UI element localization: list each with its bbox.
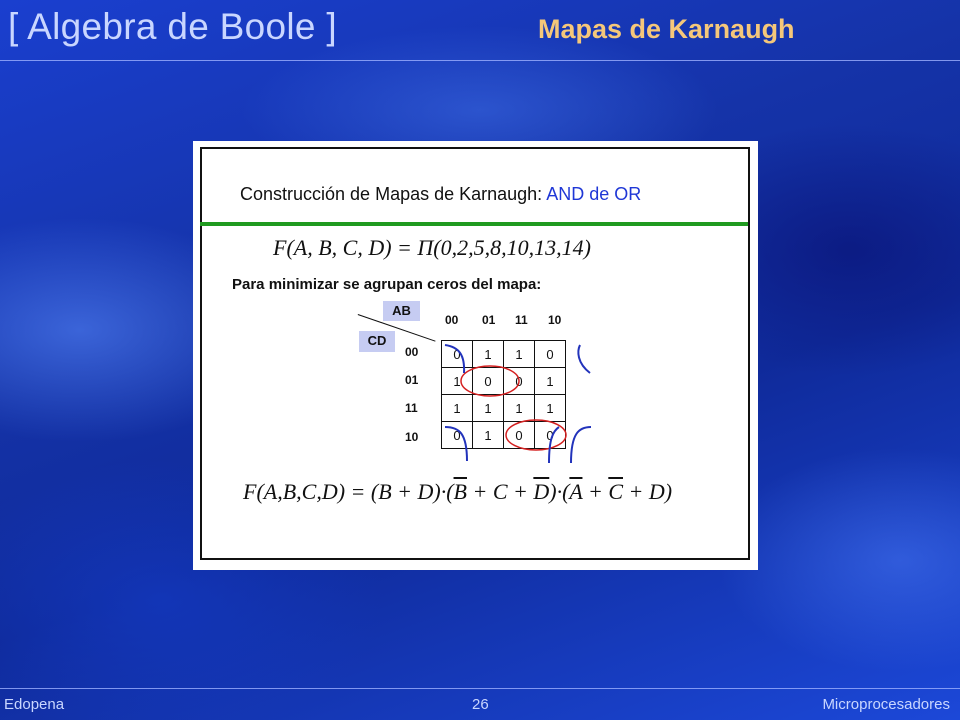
figure-heading-highlight: AND de OR xyxy=(546,184,642,204)
group-circle-red xyxy=(506,420,566,450)
negated-term: $\overline{B}$ xyxy=(453,479,467,504)
group-corner-mark xyxy=(445,345,464,373)
kmap-cell: 0 xyxy=(442,422,473,449)
negated-term: $\overline{C}$ xyxy=(608,479,623,504)
slide-subtitle: Mapas de Karnaugh xyxy=(538,14,795,44)
kmap-cell: 0 xyxy=(535,422,566,449)
kmap-cell: 1 xyxy=(473,422,504,449)
kmap-row-header: 00 xyxy=(405,345,419,359)
group-circle-red xyxy=(461,366,519,396)
kmap-col-header: 00 xyxy=(445,313,459,327)
expr-part: + C + xyxy=(466,479,534,504)
header-divider xyxy=(0,60,960,61)
footer-author: Edopena xyxy=(4,696,65,713)
page-number: 26 xyxy=(472,696,489,713)
kmap-cell: 0 xyxy=(504,368,535,395)
kmap-row-header: 01 xyxy=(405,373,419,387)
footer-divider xyxy=(0,688,960,689)
kmap-cell: 0 xyxy=(442,341,473,368)
kmap-cell: 1 xyxy=(442,395,473,422)
kmap-ab-label: AB xyxy=(383,301,420,321)
kmap-cell: 1 xyxy=(504,341,535,368)
figure-heading-text: Construcción de Mapas de Karnaugh: xyxy=(240,184,547,204)
kmap-col-header: 01 xyxy=(482,313,496,327)
slide-title: [ Algebra de Boole ] xyxy=(8,6,337,47)
group-corner-mark xyxy=(578,345,590,373)
kmap-col-header: 10 xyxy=(548,313,562,327)
expr-part: + xyxy=(582,479,609,504)
negated-term: $\overline{A}$ xyxy=(569,479,583,504)
kmap-cell: 1 xyxy=(442,368,473,395)
kmap-cell: 0 xyxy=(473,368,504,395)
group-corner-mark xyxy=(571,427,591,463)
minimized-expression xyxy=(243,479,672,505)
kmap-cell: 0 xyxy=(504,422,535,449)
kmap-cell: 1 xyxy=(504,395,535,422)
karnaugh-figure xyxy=(193,141,758,570)
kmap-row-header: 10 xyxy=(405,430,419,444)
kmap-row-header: 11 xyxy=(405,401,418,415)
kmap-cell: 0 xyxy=(535,341,566,368)
function-formula: F(A, B, C, D) = Π(0,2,5,8,10,13,14) xyxy=(273,235,591,260)
kmap-cell: 1 xyxy=(535,395,566,422)
kmap-grouping-annotations xyxy=(193,141,758,570)
kmap-cd-label: CD xyxy=(359,331,395,352)
kmap-cell: 1 xyxy=(535,368,566,395)
expr-part: F(A,B,C,D) = (B + D)·( xyxy=(243,479,454,504)
expr-part: + D) xyxy=(623,479,673,504)
footer-course: Microprocesadores xyxy=(822,696,950,713)
group-corner-mark xyxy=(445,427,467,461)
kmap-cell: 1 xyxy=(473,395,504,422)
negated-term: $\overline{D}$ xyxy=(533,479,550,504)
kmap-col-header: 11 xyxy=(515,313,528,327)
expr-part: )·( xyxy=(549,479,570,504)
kmap-cell: 1 xyxy=(473,341,504,368)
instruction-text: Para minimizar se agrupan ceros del mapa: xyxy=(232,276,542,293)
